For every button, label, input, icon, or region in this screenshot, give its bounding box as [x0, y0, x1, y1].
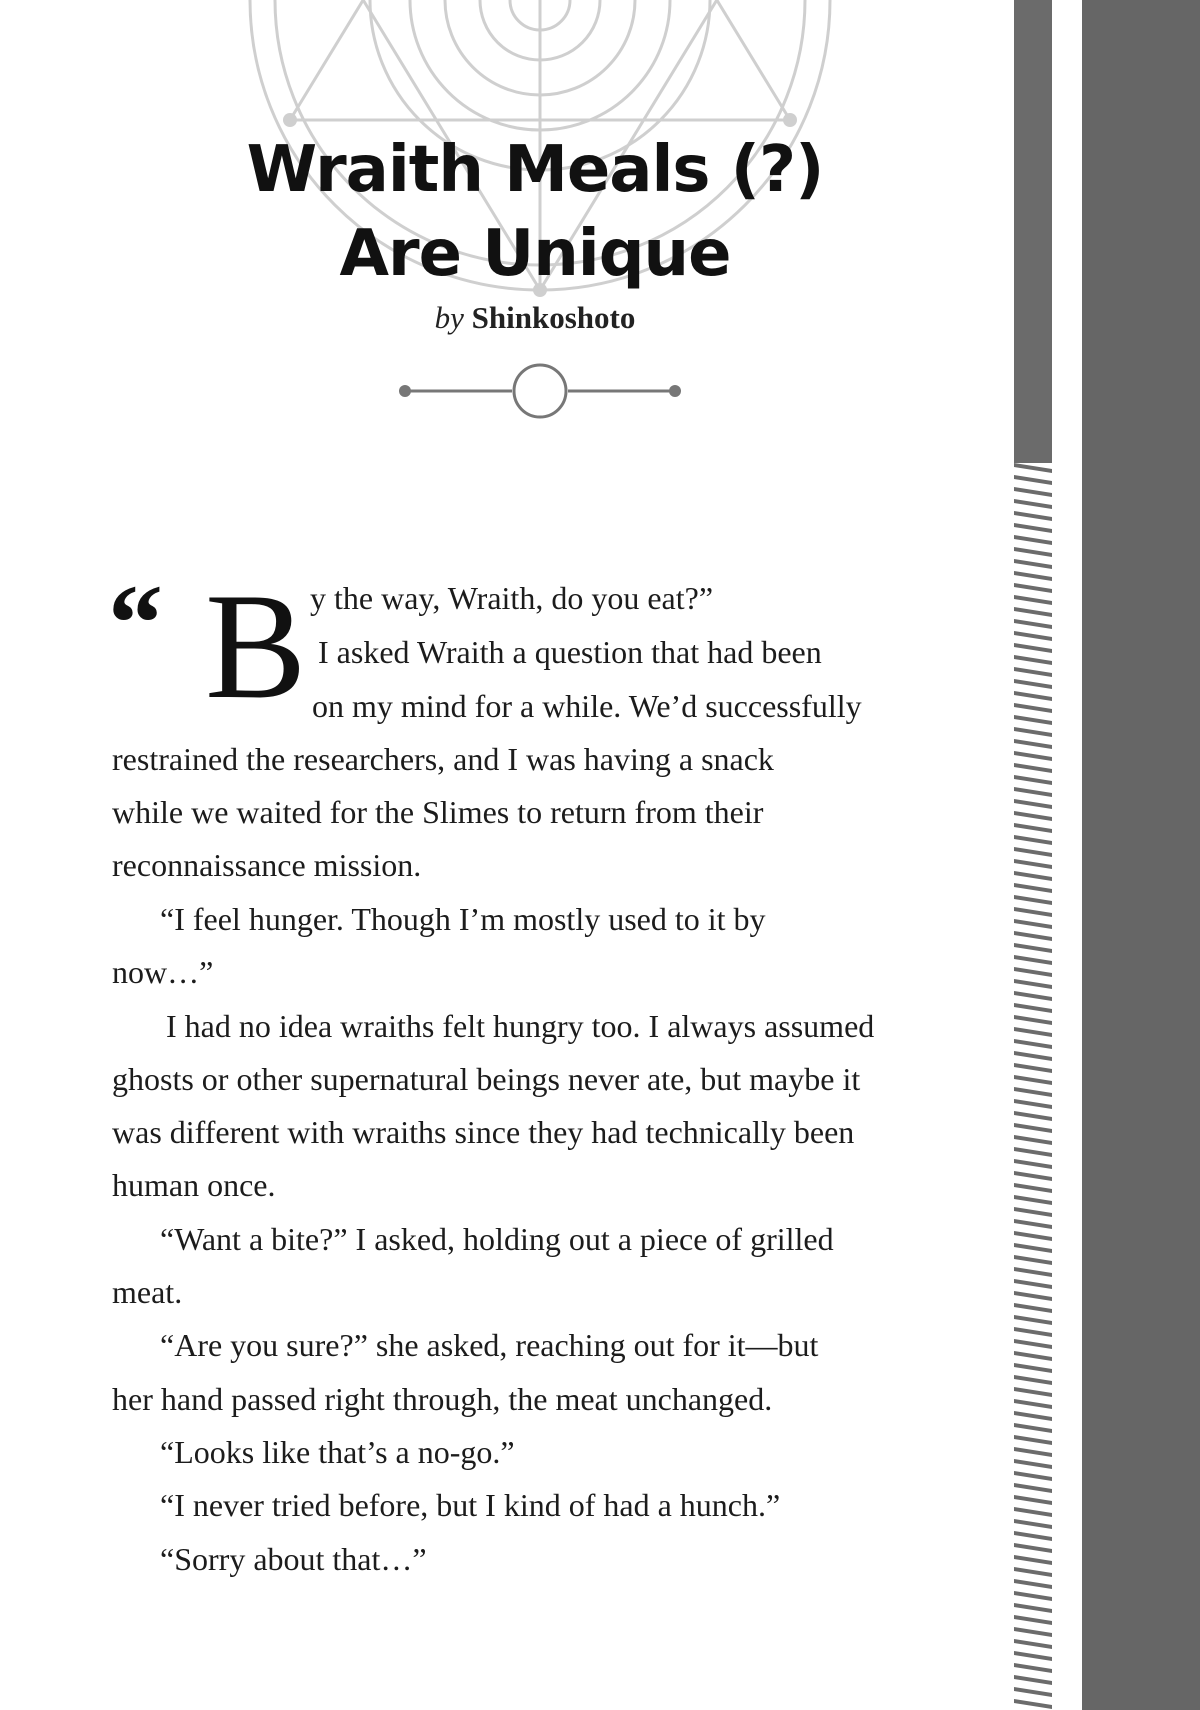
text-line: was different with wraiths since they had technically been: [112, 1114, 855, 1150]
byline: [160, 300, 910, 336]
chapter-title-line-2: Are Unique: [339, 217, 731, 291]
sidebar-stripes: [1014, 463, 1052, 1710]
text-line: “Sorry about that…”: [160, 1541, 427, 1577]
text-line: I had no idea wraiths felt hungry too. I always assumed: [166, 1008, 875, 1044]
text-line: now…”: [112, 954, 214, 990]
text-line: “I never tried before, but I kind of had a hunch.”: [160, 1487, 781, 1523]
dropcap-letter: B: [205, 562, 307, 730]
text-line: restrained the researchers, and I was having a snack: [112, 741, 774, 777]
byline-by: by: [434, 300, 464, 335]
text-line: y the way, Wraith, do you eat?”: [310, 580, 714, 616]
text-line: “Looks like that’s a no-go.”: [160, 1434, 515, 1470]
text-line: “Are you sure?” she asked, reaching out for it—but: [160, 1327, 819, 1363]
text-line: ghosts or other supernatural beings never ate, but maybe it: [112, 1061, 861, 1097]
text-line: “Want a bite?” I asked, holding out a piece of grilled: [160, 1221, 834, 1257]
sidebar-inner-band: [1014, 0, 1052, 463]
chapter-title-line-1: Wraith Meals (?): [246, 133, 824, 207]
chapter-title: [160, 128, 910, 296]
text-line: reconnaissance mission.: [112, 847, 422, 883]
text-line: while we waited for the Slimes to return from their: [112, 794, 764, 830]
text-line: “I feel hunger. Though I’m mostly used to it by: [160, 901, 766, 937]
text-line: I asked Wraith a question that had been: [318, 634, 822, 670]
dropcap-quote-mark: “: [108, 562, 163, 684]
text-line: human once.: [112, 1167, 276, 1203]
text-line: her hand passed right through, the meat unchanged.: [112, 1381, 773, 1417]
text-line: on my mind for a while. We’d successfully: [312, 688, 862, 724]
text-line: meat.: [112, 1274, 183, 1310]
circle-divider-icon: [395, 362, 685, 422]
sidebar-band: [1082, 0, 1200, 1710]
byline-author: Shinkoshoto: [471, 300, 636, 335]
